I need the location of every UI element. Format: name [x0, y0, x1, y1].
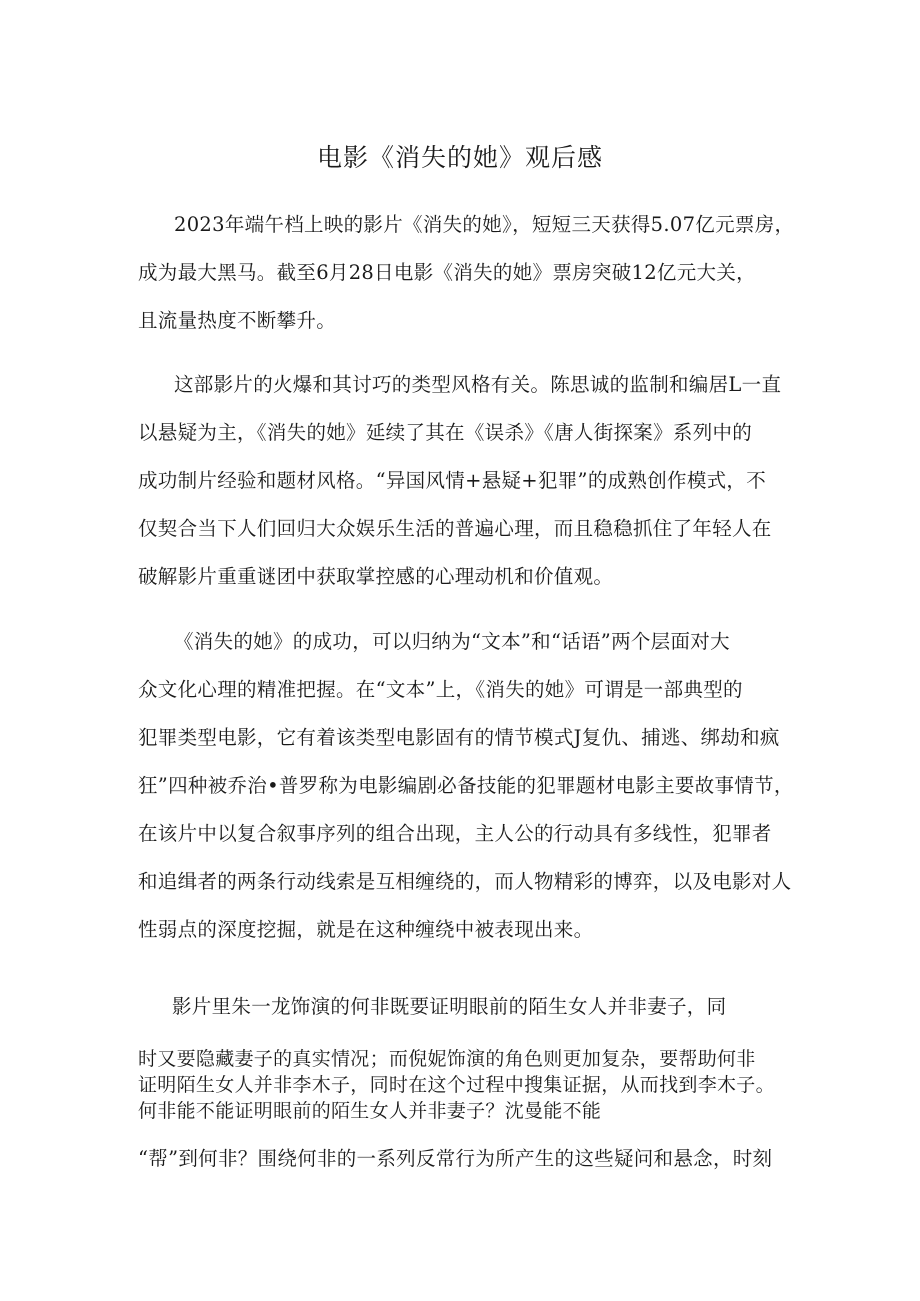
paragraph-line: 时又要隐藏妻子的真实情况；而倪妮饰演的角色则更加复杂，要帮助何非 [138, 1048, 756, 1070]
paragraph-line: 和追缉者的两条行动线索是互相缠绕的，而人物精彩的博弈，以及电影对人 [138, 870, 792, 893]
paragraph-line: 这部影片的火爆和其讨巧的类型风格有关。陈思诚的监制和编居L一直 [174, 373, 782, 396]
paragraph-line: 何非能不能证明眼前的陌生女人并非妻子？沈曼能不能 [138, 1100, 602, 1122]
paragraph-line: “帮”到何非？围绕何非的一系列反常行为所产生的这些疑问和悬念，时刻 [138, 1147, 773, 1170]
paragraph-line: 以悬疑为主，《消失的她》延续了其在《误杀》《唐人街探案》系列中的 [138, 421, 753, 444]
paragraph-line: 犯罪类型电影，它有着该类型电影固有的情节模式J复仇、捕逃、绑劫和疯 [138, 726, 780, 749]
paragraph-line: 众文化心理的精准把握。在“文本”上，《消失的她》可谓是一部典型的 [138, 678, 743, 701]
paragraph-line: 性弱点的深度挖掘，就是在这种缠绕中被表现出来。 [138, 918, 594, 941]
paragraph-line: 《消失的她》的成功，可以归纳为“文本”和“话语”两个层面对大 [174, 630, 730, 653]
paragraph-line: 成为最大黑马。截至6月28日电影《消失的她》票房突破12亿元大关， [138, 261, 756, 284]
paragraph-line: 证明陌生女人并非李木子，同时在这个过程中搜集证据，从而找到李木子。 [138, 1074, 775, 1096]
paragraph-line: 成功制片经验和题材风格。“异国风情+悬疑+犯罪”的成熟创作模式，不 [138, 469, 767, 492]
paragraph-line: 且流量热度不断攀升。 [138, 309, 337, 332]
paragraph-line: 2023年端午档上映的影片《消失的她》，短短三天获得5.07亿元票房， [174, 213, 795, 236]
paragraph-line: 破解影片重重谜团中获取掌控感的心理动机和价值观。 [138, 565, 614, 588]
paragraph-line: 在该片中以复合叙事序列的组合出现，主人公的行动具有多线性，犯罪者 [138, 822, 772, 845]
paragraph-line: 仅契合当下人们回归大众娱乐生活的普遍心理，而且稳稳抓住了年轻人在 [138, 517, 772, 540]
document-title: 电影《消失的她》观后感 [316, 143, 603, 172]
paragraph-line: 影片里朱一龙饰演的何非既要证明眼前的陌生女人并非妻子，同 [172, 995, 727, 1018]
paragraph-line: 狂”四种被乔治•普罗称为电影编剧必备技能的犯罪题材电影主要故事情节， [138, 774, 794, 797]
